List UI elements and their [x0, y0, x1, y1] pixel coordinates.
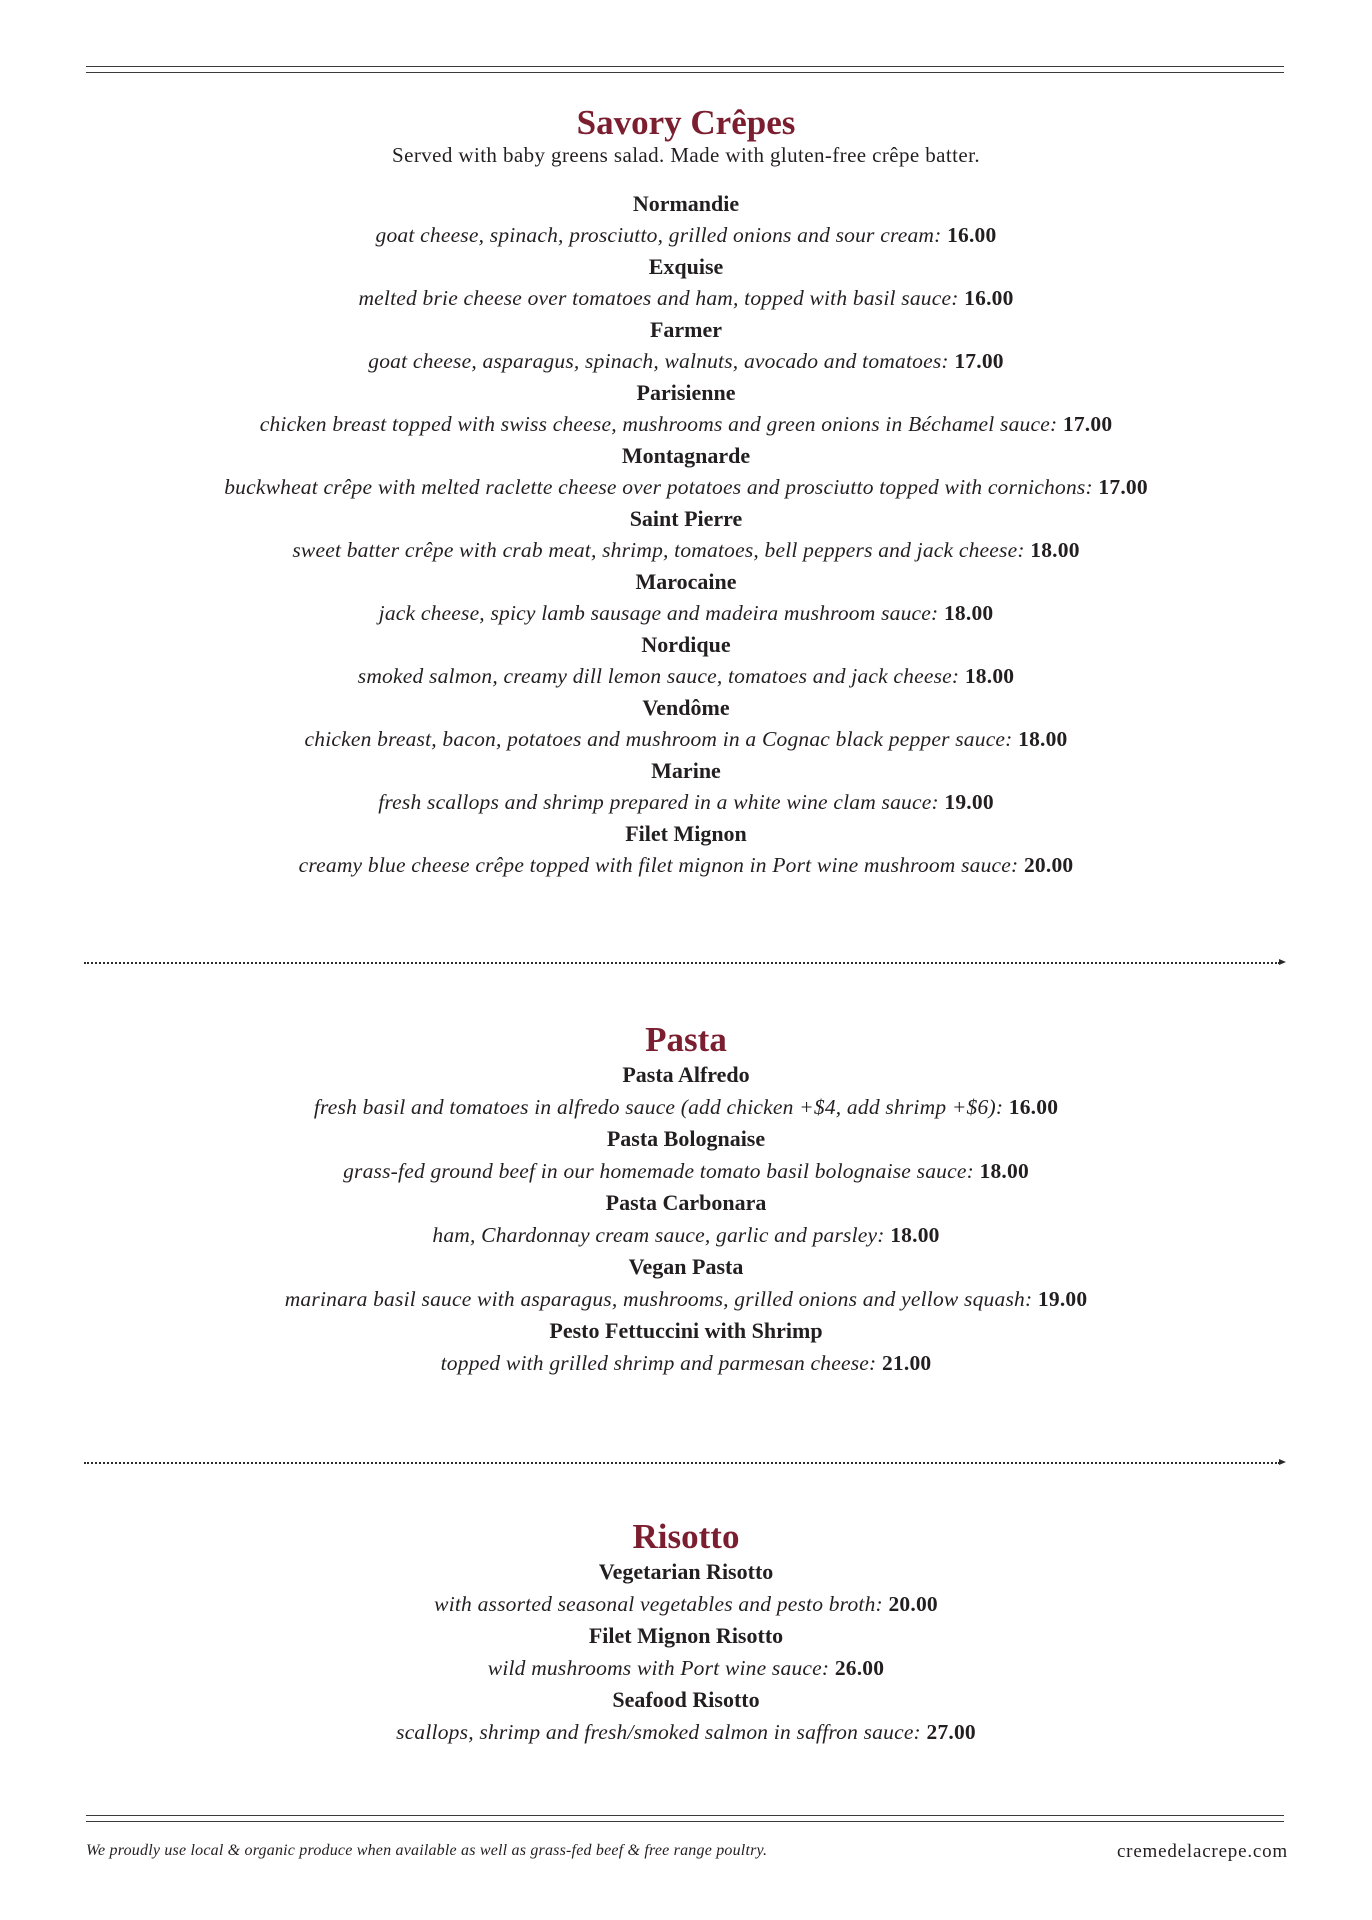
- menu-item-name: Saint Pierre: [629, 506, 743, 531]
- menu-item-description: ham, Chardonnay cream sauce, garlic and parsley:: [432, 1223, 885, 1247]
- menu-item-name: Parisienne: [636, 380, 736, 405]
- menu-item: [0, 1123, 1372, 1187]
- top-double-rule: [86, 66, 1284, 73]
- menu-item: [0, 440, 1372, 503]
- menu-item-description-line: [0, 1716, 1372, 1748]
- menu-item-name: Nordique: [641, 632, 731, 657]
- menu-item: [0, 1059, 1372, 1123]
- menu-item-name: Vendôme: [642, 695, 730, 720]
- menu-item: [0, 188, 1372, 251]
- section-title-pasta: Pasta: [645, 1020, 727, 1059]
- menu-item-price: 27.00: [926, 1720, 976, 1744]
- menu-item-price: 21.00: [881, 1351, 932, 1375]
- menu-item-description: creamy blue cheese crêpe topped with filet mignon in Port wine mushroom sauce:: [298, 853, 1019, 877]
- menu-item-price: 18.00: [890, 1223, 940, 1247]
- menu-item: [0, 566, 1372, 629]
- menu-item-name: Pasta Bolognaise: [606, 1126, 766, 1151]
- menu-item-name: Farmer: [649, 317, 723, 342]
- menu-item-name: Vegetarian Risotto: [598, 1559, 774, 1584]
- menu-item: [0, 377, 1372, 440]
- menu-item-name: Montagnarde: [621, 443, 751, 468]
- menu-item-description-line: [0, 850, 1372, 881]
- menu-item: [0, 818, 1372, 881]
- menu-item-description-line: [0, 1652, 1372, 1684]
- menu-item-description: with assorted seasonal vegetables and pesto broth:: [434, 1592, 883, 1616]
- menu-item-name: Vegan Pasta: [628, 1254, 744, 1279]
- menu-item-name: Normandie: [632, 191, 740, 216]
- menu-item-description-line: [0, 220, 1372, 251]
- menu-item-description: chicken breast, bacon, potatoes and mushroom in a Cognac black pepper sauce:: [304, 727, 1013, 751]
- menu-item-description-line: [0, 661, 1372, 692]
- menu-item: [0, 1187, 1372, 1251]
- menu-item: [0, 503, 1372, 566]
- menu-item-price: 17.00: [1098, 475, 1148, 499]
- menu-item-description-line: [0, 472, 1372, 503]
- risotto-section: [0, 1518, 1372, 1748]
- menu-item: [0, 755, 1372, 818]
- menu-item-price: 18.00: [979, 1159, 1029, 1183]
- menu-item-description-line: [0, 1347, 1372, 1379]
- menu-item-name: Seafood Risotto: [612, 1687, 760, 1712]
- menu-item-price: 17.00: [1062, 412, 1113, 436]
- menu-item-description-line: [0, 1283, 1372, 1315]
- menu-item-description-line: [0, 787, 1372, 818]
- menu-item-description: buckwheat crêpe with melted raclette cheese over potatoes and prosciutto topped with cornichons:: [224, 475, 1093, 499]
- menu-item-name: Exquise: [648, 254, 724, 279]
- menu-item-price: 19.00: [944, 790, 994, 814]
- menu-item-price: 16.00: [1008, 1095, 1059, 1119]
- menu-item-description: goat cheese, spinach, prosciutto, grilled onions and sour cream:: [375, 223, 942, 247]
- menu-item-description: wild mushrooms with Port wine sauce:: [487, 1656, 830, 1680]
- menu-item-description: goat cheese, asparagus, spinach, walnuts, avocado and tomatoes:: [368, 349, 949, 373]
- menu-item-name: Pasta Carbonara: [605, 1190, 767, 1215]
- risotto-menu-list: [0, 1556, 1372, 1748]
- menu-item-description: sweet batter crêpe with crab meat, shrimp, tomatoes, bell peppers and jack cheese:: [292, 538, 1025, 562]
- menu-item-price: 16.00: [964, 286, 1014, 310]
- menu-item: [0, 692, 1372, 755]
- menu-item-price: 19.00: [1037, 1287, 1088, 1311]
- savory-crepes-section: [0, 104, 1372, 881]
- menu-item-description: topped with grilled shrimp and parmesan cheese:: [440, 1351, 877, 1375]
- menu-item-description: marinara basil sauce with asparagus, mushrooms, grilled onions and yellow squash:: [284, 1287, 1033, 1311]
- menu-item: [0, 1684, 1372, 1748]
- section-divider: [84, 1462, 1280, 1464]
- menu-item-description-line: [0, 535, 1372, 566]
- menu-item-price: 26.00: [834, 1656, 885, 1680]
- menu-item-description: chicken breast topped with swiss cheese, mushrooms and green onions in Béchamel sauce:: [259, 412, 1058, 436]
- menu-item-description-line: [0, 1155, 1372, 1187]
- footer-website: cremedelacrepe.com: [1116, 1841, 1288, 1862]
- menu-item-description: fresh basil and tomatoes in alfredo sauce (add chicken +$4, add shrimp +$6):: [313, 1095, 1004, 1119]
- menu-item-price: 16.00: [947, 223, 997, 247]
- pasta-menu-list: [0, 1059, 1372, 1379]
- menu-item-price: 18.00: [1018, 727, 1068, 751]
- menu-item-description: scallops, shrimp and fresh/smoked salmon in saffron sauce:: [396, 1720, 921, 1744]
- pasta-section: [0, 1021, 1372, 1379]
- menu-item: [0, 1556, 1372, 1620]
- menu-item-price: 20.00: [1023, 853, 1074, 877]
- menu-item-description: grass-fed ground beef in our homemade tomato basil bolognaise sauce:: [343, 1159, 974, 1183]
- menu-item-description-line: [0, 409, 1372, 440]
- footer-note: We proudly use local & organic produce when available as well as grass-fed beef & free range poultry.: [86, 1842, 768, 1859]
- menu-item-price: 18.00: [964, 664, 1015, 688]
- menu-item-description: fresh scallops and shrimp prepared in a white wine clam sauce:: [378, 790, 939, 814]
- menu-item-description: smoked salmon, creamy dill lemon sauce, tomatoes and jack cheese:: [357, 664, 960, 688]
- menu-item-description-line: [0, 1588, 1372, 1620]
- menu-item: [0, 1315, 1372, 1379]
- menu-item-description-line: [0, 283, 1372, 314]
- menu-item-name: Filet Mignon: [625, 821, 747, 846]
- menu-item: [0, 1251, 1372, 1315]
- menu-item-name: Filet Mignon Risotto: [588, 1623, 784, 1648]
- section-divider: [84, 962, 1280, 964]
- menu-item: [0, 251, 1372, 314]
- menu-item-description-line: [0, 1091, 1372, 1123]
- menu-item-name: Marine: [651, 758, 721, 783]
- menu-item: [0, 314, 1372, 377]
- bottom-double-rule: [86, 1815, 1284, 1822]
- menu-item-name: Marocaine: [635, 569, 737, 594]
- section-title-risotto: Risotto: [632, 1517, 740, 1556]
- menu-item-description: melted brie cheese over tomatoes and ham, topped with basil sauce:: [358, 286, 959, 310]
- menu-item-price: 18.00: [1030, 538, 1080, 562]
- section-title-savory-crepes: Savory Crêpes: [576, 103, 796, 142]
- savory-menu-list: [0, 188, 1372, 881]
- menu-item: [0, 1620, 1372, 1684]
- menu-item-price: 20.00: [888, 1592, 938, 1616]
- menu-item-description-line: [0, 1219, 1372, 1251]
- menu-item-description-line: [0, 346, 1372, 377]
- menu-item-price: 18.00: [943, 601, 994, 625]
- menu-item-price: 17.00: [954, 349, 1004, 373]
- menu-item-description: jack cheese, spicy lamb sausage and madeira mushroom sauce:: [378, 601, 939, 625]
- menu-item-description-line: [0, 724, 1372, 755]
- menu-item-name: Pasta Alfredo: [622, 1062, 750, 1087]
- menu-item-name: Pesto Fettuccini with Shrimp: [549, 1318, 823, 1343]
- menu-item-description-line: [0, 598, 1372, 629]
- section-subtitle-savory-crepes: Served with baby greens salad. Made with gluten-free crêpe batter.: [392, 143, 980, 167]
- menu-item: [0, 629, 1372, 692]
